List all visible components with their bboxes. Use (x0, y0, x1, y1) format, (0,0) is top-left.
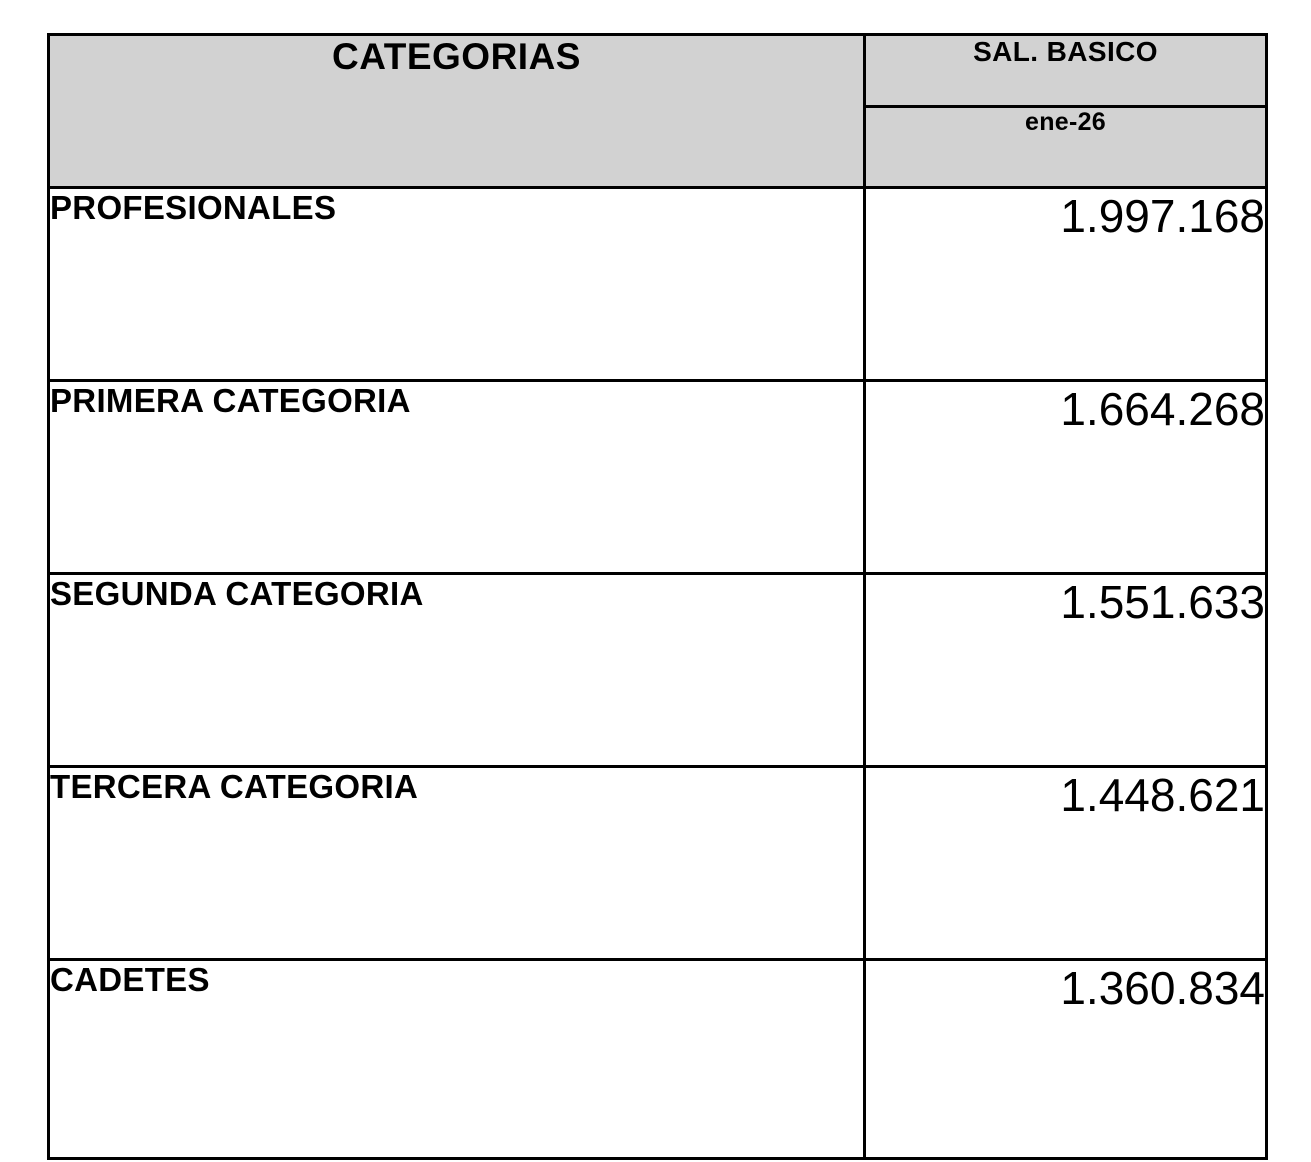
table-row (49, 960, 1267, 1159)
row-value: 1.360.834 (865, 960, 1267, 1159)
row-value: 1.551.633 (865, 574, 1267, 767)
salary-table (47, 33, 1268, 1160)
row-value: 1.664.268 (865, 381, 1267, 574)
header-period-ene-26: ene-26 (865, 107, 1267, 188)
table-row (49, 381, 1267, 574)
header-sal-basico: SAL. BASICO (865, 35, 1267, 107)
table-row (49, 188, 1267, 381)
row-value: 1.448.621 (865, 767, 1267, 960)
table-row (49, 767, 1267, 960)
table-row (49, 574, 1267, 767)
table-header-row (49, 35, 1267, 107)
row-category-label: PROFESIONALES (49, 188, 865, 381)
row-category-label: TERCERA CATEGORIA (49, 767, 865, 960)
row-value: 1.997.168 (865, 188, 1267, 381)
row-category-label: PRIMERA CATEGORIA (49, 381, 865, 574)
header-categorias: CATEGORIAS (49, 35, 865, 188)
row-category-label: CADETES (49, 960, 865, 1159)
row-category-label: SEGUNDA CATEGORIA (49, 574, 865, 767)
